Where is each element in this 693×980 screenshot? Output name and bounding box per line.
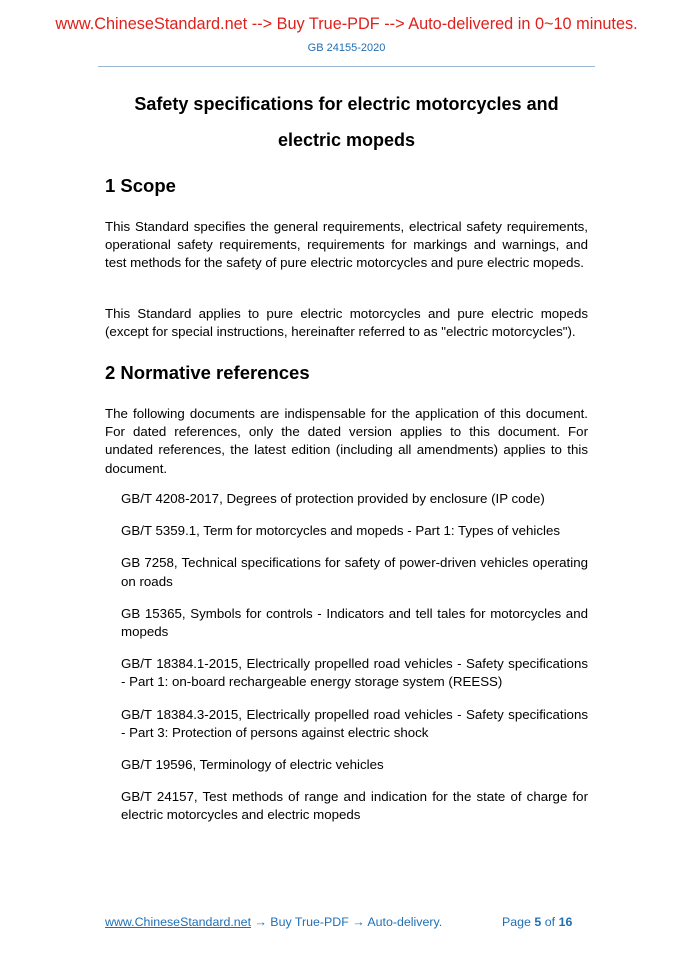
section-heading-scope: 1 Scope <box>105 175 176 196</box>
page-number <box>502 915 572 929</box>
document-title <box>0 86 693 158</box>
page-current: 5 <box>534 915 542 929</box>
reference-list <box>121 490 588 839</box>
reference-item: GB/T 18384.3-2015, Electrically propelled road vehicles - Safety specifications - Part 3: Protection of persons against electric shock <box>121 706 588 740</box>
header-divider <box>98 66 595 67</box>
scope-paragraph-2: This Standard applies to pure electric motorcycles and pure electric mopeds (except for special instructions, hereinafter referred to as "electric motorcycles"). <box>105 306 588 340</box>
document-title-line-1: Safety specifications for electric motorcycles and <box>134 94 559 114</box>
page-total: 16 <box>558 915 573 929</box>
standard-code: GB 24155-2020 <box>307 42 386 54</box>
footer-link-text: → Buy True-PDF → Auto-delivery. <box>251 915 443 929</box>
section-heading-normative-references: 2 Normative references <box>105 362 310 383</box>
footer-site-url[interactable]: www.ChineseStandard.net <box>105 915 252 929</box>
reference-item: GB 7258, Technical specifications for safety of power-driven vehicles operating on roads <box>121 555 588 589</box>
normative-intro-paragraph: The following documents are indispensable for the application of this document. For dated references, only the dated version applies to this document. For undated references, the latest edition (including all amendments) applies to this document. <box>105 406 588 476</box>
reference-item: GB/T 5359.1, Term for motorcycles and mopeds - Part 1: Types of vehicles <box>121 523 560 539</box>
page-of-label: of <box>544 915 556 929</box>
reference-item: GB/T 24157, Test methods of range and indication for the state of charge for electric motorcycles and electric mopeds <box>121 789 588 823</box>
header-banner[interactable]: www.ChineseStandard.net --> Buy True-PDF --> Auto-delivered in 0~10 minutes. <box>55 15 638 33</box>
document-title-line-2: electric mopeds <box>277 130 416 150</box>
reference-item: GB 15365, Symbols for controls - Indicators and tell tales for motorcycles and mopeds <box>121 605 588 640</box>
reference-item: GB/T 18384.1-2015, Electrically propelled road vehicles - Safety specifications - Part 1: on-board rechargeable energy storage system (REESS) <box>121 656 588 690</box>
footer-purchase-link[interactable] <box>105 915 442 929</box>
reference-item: GB/T 4208-2017, Degrees of protection provided by enclosure (IP code) <box>121 491 545 506</box>
reference-item: GB/T 19596, Terminology of electric vehicles <box>121 757 384 773</box>
scope-paragraph-1: This Standard specifies the general requirements, electrical safety requirements, operational safety requirements, requirements for markings and warnings, and test methods for the safety of pure electric motorcycles and pure electric mopeds. <box>105 219 588 271</box>
page-label: Page <box>502 915 531 929</box>
